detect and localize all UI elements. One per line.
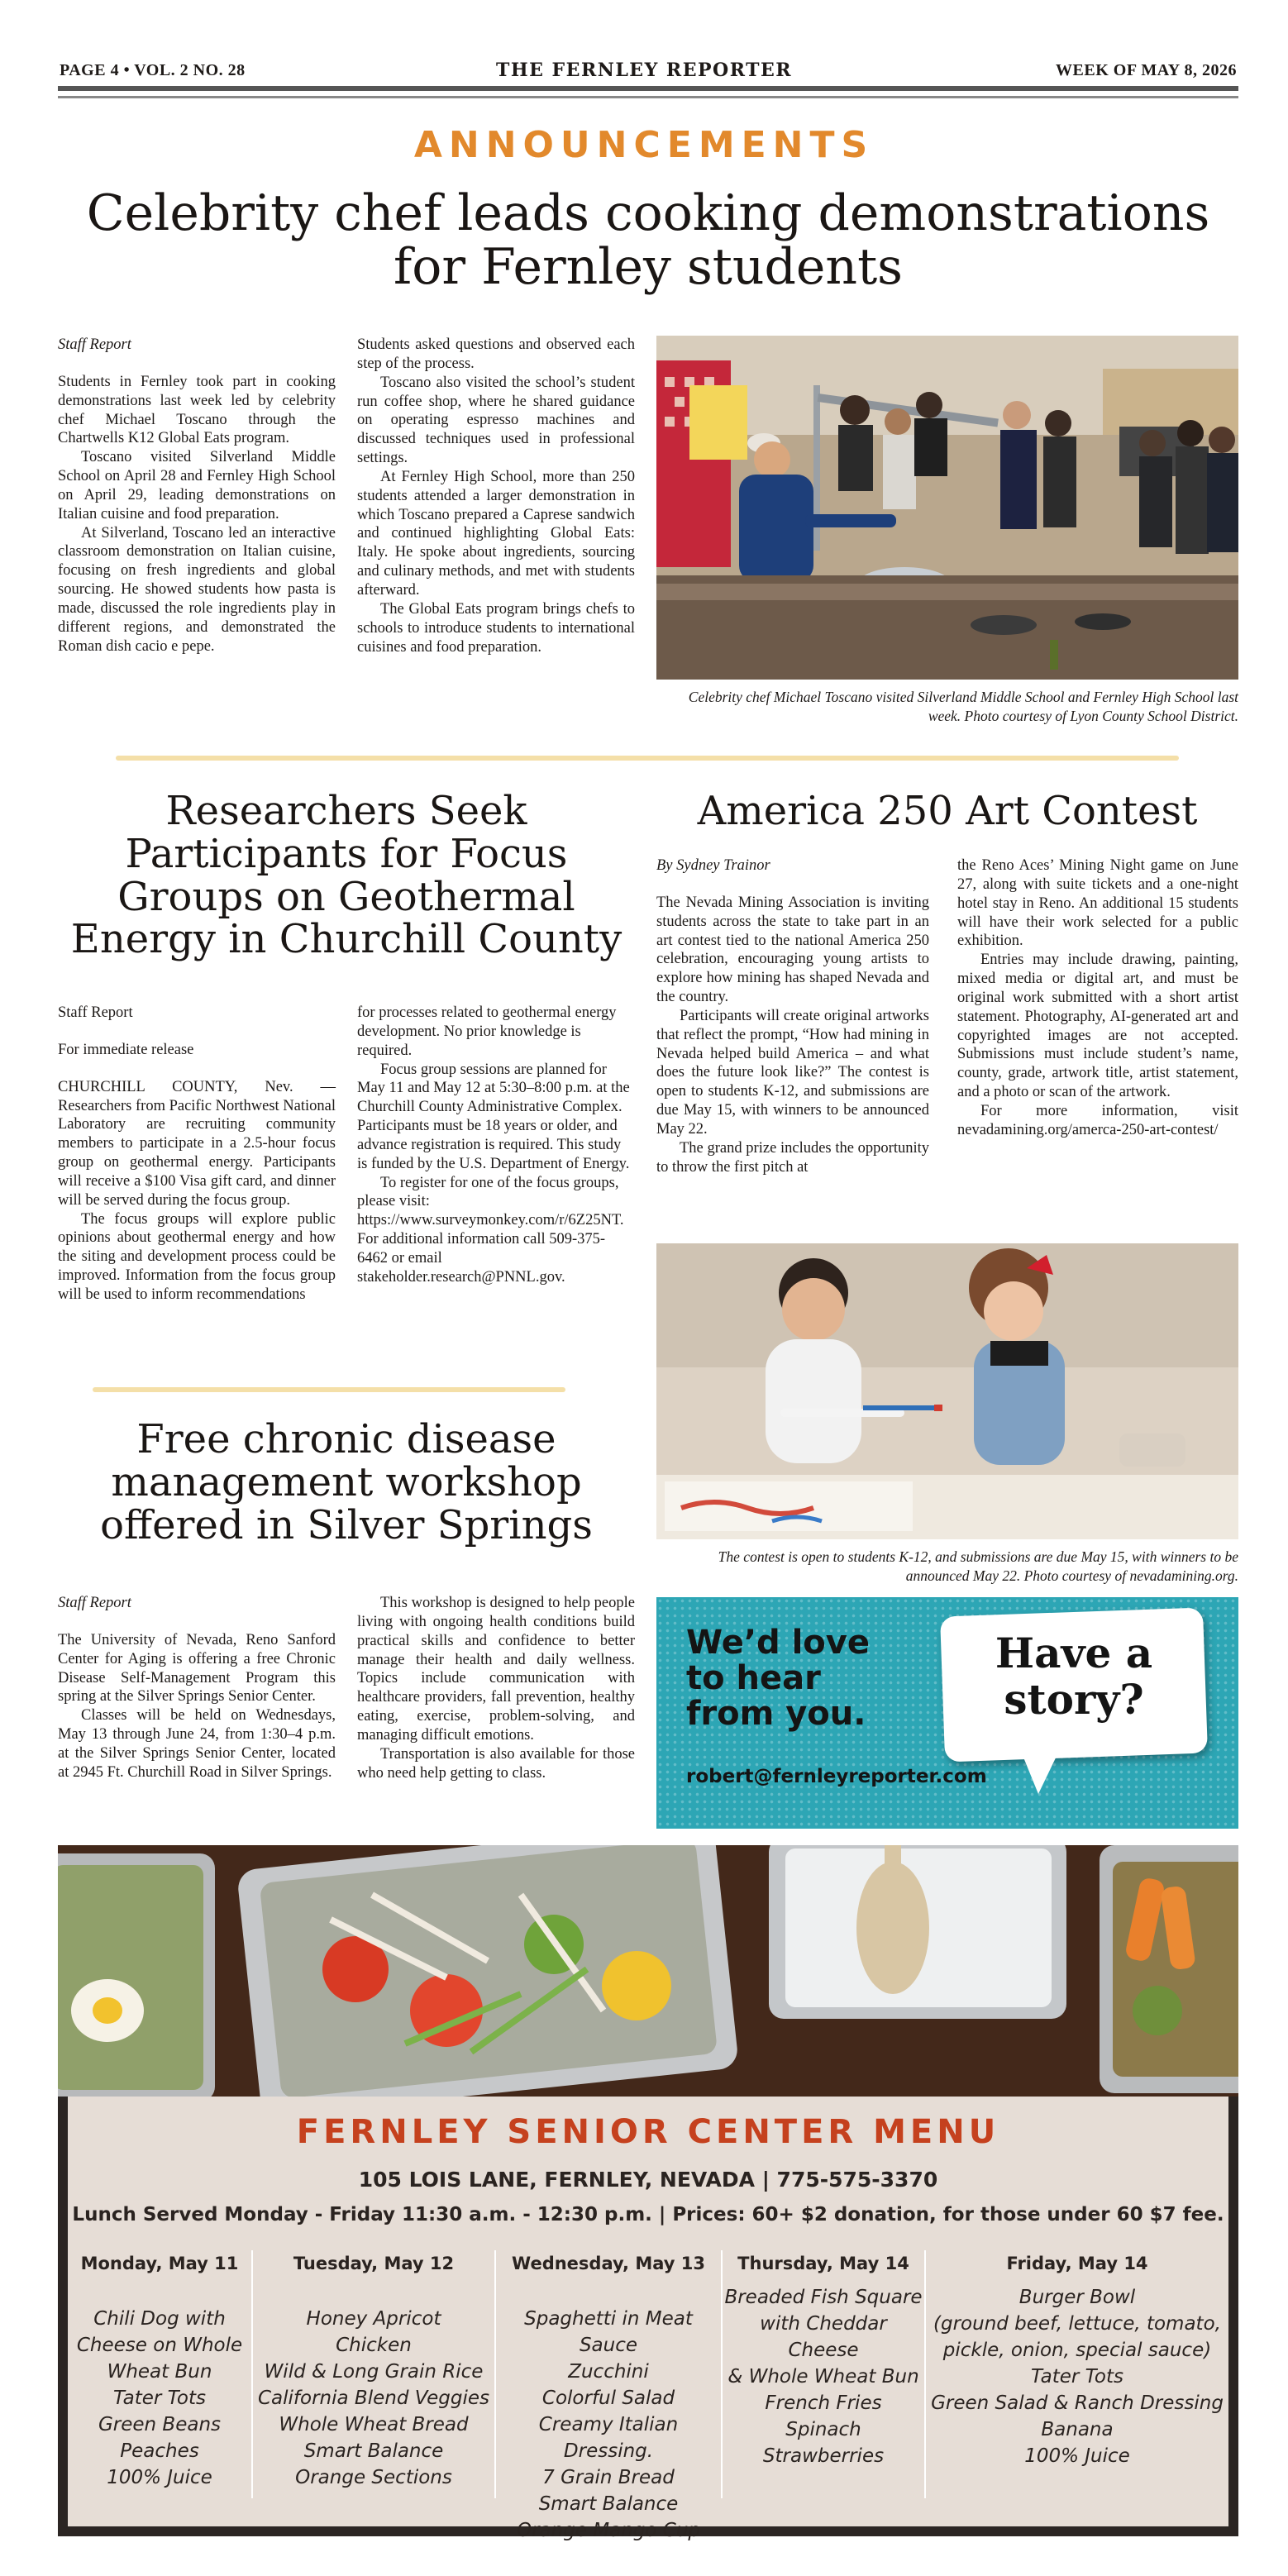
art-byline: By Sydney Trainor [656, 857, 770, 874]
menu-item: French Fries [765, 2392, 882, 2414]
menu-item: Orange Mango Cup [516, 2519, 701, 2541]
speech-bubble-text [942, 1630, 1205, 1723]
section-kicker: ANNOUNCEMENTS [413, 124, 875, 166]
menu-item: California Blend Veggies [258, 2387, 489, 2409]
art-column-2 [957, 856, 1238, 1140]
geothermal-headline: Researchers Seek Participants for Focus Groups on Geothermal Energy in Churchill County [70, 788, 623, 963]
menu-item: Colorful Salad [541, 2387, 675, 2409]
menu-column-divider [721, 2250, 723, 2498]
geothermal-column-2 [357, 1004, 635, 1287]
chef-photo-caption: Celebrity chef Michael Toscano visited Silverland Middle School and Fernley High School last week. Photo courtesy of Lyon County School District. [688, 689, 1238, 724]
menu-item: 7 Grain Bread [542, 2466, 675, 2488]
promo-headline [686, 1625, 870, 1733]
menu-item: Tater Tots [1031, 2365, 1123, 2388]
header-rule-thin [58, 96, 1238, 98]
newspaper-name: THE FERNLEY REPORTER [495, 60, 793, 81]
menu-day-tuesday [258, 2254, 489, 2492]
menu-item: Peaches [120, 2440, 199, 2462]
promo-line: to hear [686, 1659, 821, 1698]
geothermal-paragraph: The focus groups will explore public opinions about geothermal energy and how the siting and development process could be improved. Information from the focus group will be used to inform recommendations [58, 1210, 336, 1303]
bubble-line: Have a [995, 1629, 1153, 1677]
menu-item: Spaghetti in Meat Sauce [524, 2308, 693, 2356]
menu-item: Green Salad & Ranch Dressing [931, 2392, 1224, 2414]
menu-item: (ground beef, lettuce, tomato, [933, 2312, 1221, 2335]
geothermal-paragraph: for processes related to geothermal energy development. No prior knowledge is required. [357, 1004, 617, 1059]
menu-address: 105 LOIS LANE, FERNLEY, NEVADA | 775-575-3370 [358, 2168, 938, 2192]
menu-day-thursday [724, 2254, 923, 2470]
art-paragraph: The grand prize includes the opportunity to throw the first pitch at [656, 1139, 929, 1176]
workshop-byline: Staff Report [58, 1595, 131, 1611]
art-column-1 [656, 856, 929, 1177]
chef-paragraph: Students asked questions and observed each step of the process. [357, 336, 635, 372]
section-divider [93, 1387, 565, 1392]
art-photo-caption: The contest is open to students K-12, and submissions are due May 15, with winners to be announced May 22. Photo courtesy of nevadamining.org. [718, 1548, 1238, 1584]
menu-day-monday [74, 2254, 245, 2492]
chef-paragraph: At Fernley High School, more than 250 students attended a larger demonstration in which Toscano prepared a Caprese sandwich and continued highlighting Global Eats: Italy. He spoke about ingredients, sourcing and culinary methods, and met with students afterward. [357, 468, 635, 599]
chef-column-2 [357, 336, 635, 656]
art-paragraph: The Nevada Mining Association is inviting students across the state to take part in an art contest tied to the national America 250 celebration, encouraging young artists to explore how mining has shaped Nevada and the country. [656, 894, 929, 1006]
chef-paragraph: Students in Fernley took part in cooking demonstrations last week led by celebrity chef Michael Toscano through the Chartwells K12 Global Eats program. [58, 373, 336, 447]
menu-item: Chicken [336, 2334, 412, 2356]
promo-line: from you. [686, 1695, 866, 1734]
menu-item: Chili Dog with [93, 2308, 226, 2330]
art-paragraph: For more information, visit nevadamining.org/amerca-250-art-contest/ [957, 1102, 1238, 1138]
geothermal-paragraph: For additional information call 509-375-6462 or email stakeholder.research@PNNL.gov. [357, 1231, 606, 1286]
menu-column-divider [494, 2250, 496, 2498]
chef-paragraph: At Silverland, Toscano led an interactive classroom demonstration on Italian cuisine, focusing on fresh ingredients and global sourcing. He showed students how pasta is made, discussed the role ingredients play in different regions, and demonstrated the Roman dish cacio e pepe. [58, 524, 336, 655]
menu-item: Whole Wheat Bread [279, 2413, 469, 2435]
menu-item: Smart Balance [303, 2440, 444, 2462]
menu-item: 100% Juice [107, 2466, 212, 2488]
geothermal-paragraph: CHURCHILL COUNTY, Nev. — Researchers from Pacific Northwest National Laboratory are recruiting community members to participate in a 2.5-hour focus group on geothermal energy. Participants will receive a $100 Visa gift card, and dinner will be served during the focus group. [58, 1078, 336, 1209]
chef-demo-photo [656, 336, 1238, 680]
section-divider [116, 756, 1179, 761]
menu-column-divider [924, 2250, 926, 2498]
menu-column-divider [251, 2250, 253, 2498]
menu-day-items [724, 2285, 923, 2470]
geothermal-release: For immediate release [58, 1041, 194, 1058]
menu-item: with Cheddar Cheese [760, 2312, 887, 2361]
menu-day-name: Friday, May 14 [1006, 2254, 1148, 2273]
menu-item: Smart Balance [538, 2493, 679, 2515]
menu-day-items [499, 2306, 718, 2545]
art-contest-photo [656, 1243, 1238, 1539]
workshop-column-1 [58, 1594, 336, 1782]
promo-line: We’d love [686, 1624, 870, 1662]
menu-item: Green Beans [98, 2413, 222, 2435]
menu-item: pickle, onion, special sauce) [942, 2339, 1212, 2361]
menu-item: Orange Sections [295, 2466, 452, 2488]
promo-email-link[interactable]: robert@fernleyreporter.com [686, 1766, 987, 1787]
menu-item: Honey Apricot [306, 2308, 441, 2330]
issue-date: WEEK OF MAY 8, 2026 [1056, 61, 1237, 79]
menu-day-wednesday [499, 2254, 718, 2545]
menu-day-name: Monday, May 11 [80, 2254, 239, 2273]
menu-item: Strawberries [762, 2445, 885, 2467]
art-paragraph: the Reno Aces’ Mining Night game on June 27, along with suite tickets and a one-night hotel stay in Reno. An additional 15 students will have their work selected for a public exhibition. [957, 857, 1238, 950]
geothermal-paragraph: To register for one of the focus groups, please visit: https://www.surveymonkey.com/r/6Z25NT. [357, 1174, 624, 1229]
geothermal-column-1 [58, 1004, 336, 1305]
page-info: PAGE 4 • VOL. 2 NO. 28 [60, 61, 246, 79]
menu-day-items [74, 2306, 245, 2492]
chef-paragraph: The Global Eats program brings chefs to schools to introduce students to international cuisines and food preparation. [357, 600, 635, 656]
workshop-headline: Free chronic disease management workshop offered in Silver Springs [100, 1416, 593, 1548]
workshop-paragraph: Classes will be held on Wednesdays, May 13 through June 24, from 1:30–4 p.m. at the Silver Springs Senior Center, located at 2945 Ft. Churchill Road in Silver Springs. [58, 1707, 336, 1781]
speech-bubble-tail [1020, 1749, 1060, 1794]
workshop-paragraph: The University of Nevada, Reno Sanford Center for Aging is offering a free Chronic Disease Self-Management Program this spring at the Silver Springs Senior Center. [58, 1631, 336, 1705]
menu-day-friday [928, 2254, 1227, 2470]
menu-day-items [258, 2306, 489, 2492]
menu-item: Zucchini [568, 2360, 649, 2383]
chef-column-1 [58, 336, 336, 656]
menu-item: Wild & Long Grain Rice [264, 2360, 484, 2383]
geothermal-paragraph: Focus group sessions are planned for May 11 and May 12 at 5:30–8:00 p.m. at the Churchill County Administrative Complex. Participants must be 18 years or older, and advance registration is required. This study is funded by the U.S. Department of Energy. [357, 1061, 630, 1172]
menu-item: Spinach [785, 2418, 861, 2440]
header-rule [58, 86, 1238, 91]
chef-paragraph: Toscano visited Silverland Middle School on April 28 and Fernley High School on April 29, leading demonstrations on Italian cuisine and food preparation. [58, 449, 336, 522]
story-tip-promo[interactable] [656, 1597, 1238, 1829]
menu-day-name: Tuesday, May 12 [293, 2254, 455, 2273]
menu-item: Creamy Italian Dressing. [538, 2413, 679, 2462]
workshop-paragraph: Transportation is also available for those who need help getting to class. [357, 1745, 635, 1782]
geothermal-byline: Staff Report [58, 1004, 133, 1021]
menu-item: Banana [1041, 2418, 1114, 2440]
menu-day-name: Thursday, May 14 [737, 2254, 909, 2273]
menu-day-name: Wednesday, May 13 [512, 2254, 705, 2273]
chef-headline: Celebrity chef leads cooking demonstrations for Fernley students [86, 184, 1210, 296]
art-paragraph: Participants will create original artworks that reflect the prompt, “How had mining in Nevada helped build America – and what does the future look like?” The contest is open to students K-12, and submissions are due May 15, with winners to be announced May 22. [656, 1007, 929, 1138]
menu-title: FERNLEY SENIOR CENTER MENU [296, 2113, 1000, 2151]
workshop-column-2 [357, 1594, 635, 1782]
chef-byline: Staff Report [58, 336, 131, 353]
chef-paragraph: Toscano also visited the school’s student run coffee shop, where he shared guidance on operating espresso machines and discussed techniques used in professional settings. [357, 374, 635, 467]
menu-item: Tater Tots [113, 2387, 206, 2409]
menu-item: Wheat Bun [107, 2360, 212, 2383]
menu-item: 100% Juice [1024, 2445, 1130, 2467]
menu-lunch-info: Lunch Served Monday - Friday 11:30 a.m. - 12:30 p.m. | Prices: 60+ $2 donation, for those under 60 $7 fee. [72, 2204, 1224, 2225]
art-paragraph: Entries may include drawing, painting, mixed media or digital art, and must be original work submitted with a short artist statement. Photography, AI-generated art and copyrighted images are not accepted. Submissions must include student’s name, county, grade, artwork title, artist statement, and a photo or scan of the artwork. [957, 952, 1238, 1101]
workshop-paragraph: This workshop is designed to help people living with ongoing health conditions build practical skills and confidence to better manage their health and daily wellness. Topics include communication with healthcare providers, fall prevention, healthy eating, exercise, problem-solving, and managing difficult emotions. [357, 1595, 635, 1744]
menu-item: Cheese on Whole [76, 2334, 243, 2356]
art-contest-headline: America 250 Art Contest [697, 788, 1198, 834]
menu-item: & Whole Wheat Bun [727, 2365, 919, 2388]
menu-day-items [928, 2285, 1227, 2470]
food-trays-photo [58, 1845, 1238, 2097]
bubble-line: story? [1004, 1675, 1144, 1724]
menu-item: Burger Bowl [1018, 2287, 1136, 2308]
menu-item: Breaded Fish Square [724, 2287, 923, 2308]
